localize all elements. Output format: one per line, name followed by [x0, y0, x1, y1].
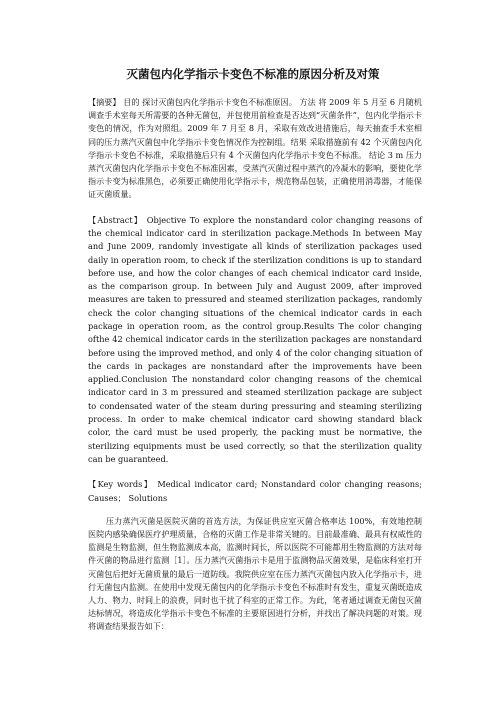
keywords-text: Medical indicator card; Nonstandard color changing reasons; Causes； Solutions: [88, 479, 422, 503]
keywords: [88, 478, 422, 505]
abstract-english-label: 【Abstract】: [88, 214, 144, 225]
keywords-label: 【Key words】: [88, 479, 154, 490]
body-paragraph: 压力蒸汽灭菌是医院灭菌的首选方法，为保证供应室灭菌合格率达 100%，有效地控制医院内感染确保医疗护理质量，合格的灭菌工作是非常关键的。目前最准确、最具有权威性的监测是生物监测，但生物监测成本高，监测时间长，所以医院不可能都用生物监测的方法对每件灭菌的物品进行监测［1］。压力蒸汽灭菌指示卡是用于监测物品灭菌效果，是临床科室打开灭菌包后把好无菌质量的最后一道防线。我院供应室在压力蒸汽灭菌包内放入化学指示卡，进行无菌包内监测。在使用中发现无菌包内的化学指示卡变色不标准时有发生，重复灭菌既造成人力、物力、时间上的浪费，同时也干扰了科室的正常工作。为此，笔者通过调查无菌包灭菌达标情况，将造成化学指示卡变色不标准的主要原因进行分析，并找出了解决问题的对策。现将调查结果报告如下：: [88, 515, 422, 632]
abstract-english-text: Objective To explore the nonstandard color changing reasons of the chemical indicator card in sterilization package.Methods In between May and June 2009, randomly investigate all kinds of sterilization packages used daily in operation room, to check if the sterilization conditions is up to standard before use, and how the color changes of each chemical indicator card inside, as the comparison group. In between July and August 2009, after improved measures are taken to pressured and steamed sterilization packages, randomly check the color changing situations of the chemical indicator cards in each package in operation room, as the control group.Results The color changing ofthe 42 chemical indicator cards in the sterilization packages are nonstandard before using the improved method, and only 4 of the color changing situation of the cards in packages are nonstandard after the improvements have been applied.Conclusion The nonstandard color changing reasons of the chemical indicator card in 3 m pressured and steamed sterilization package are subject to condensated water of the steam during pressuring and steaming sterilizing process. In order to make chemical indicator card showing standard black color, the card must be used properly, the packing must be normative, the sterilizing equipments must be used correctly, so that the sterilization quality can be guaranteed.: [88, 214, 422, 464]
abstract-chinese: [88, 96, 422, 202]
paper-title: 灭菌包内化学指示卡变色不标准的原因分析及对策: [126, 67, 380, 81]
abstract-english: [88, 214, 422, 467]
abstract-chinese-text: 目的 探讨灭菌包内化学指示卡变色不标准原因。 方法 将 2009 年 5 月至 6 月随机调查手术室每天所需要的各种无菌包，并包使用前检查是否达到“灭菌条件”，包内化学指示卡变色的情况，作为对照组。2009 年 7 月至 8 月，采取有效改进措施后，每天抽查手术室相同的压力蒸汽灭菌包中化学指示卡变色情况作为控制组。结果 采取措施前有 42 个灭菌包内化学指示卡变色不标准，采取措施后只有 4 个灭菌包内化学指示卡变色不标准。 结论 3 m 压力蒸汽灭菌包内化学指示卡变色不标准因素，受蒸汽灭菌过程中蒸汽的冷凝水的影响，要使化学指示卡变为标准黑色，必须要正确使用化学指示卡，规范物品包装，正确使用消毒器，才能保证灭菌质量。: [88, 97, 422, 200]
abstract-chinese-label: 【摘要】: [88, 97, 121, 107]
